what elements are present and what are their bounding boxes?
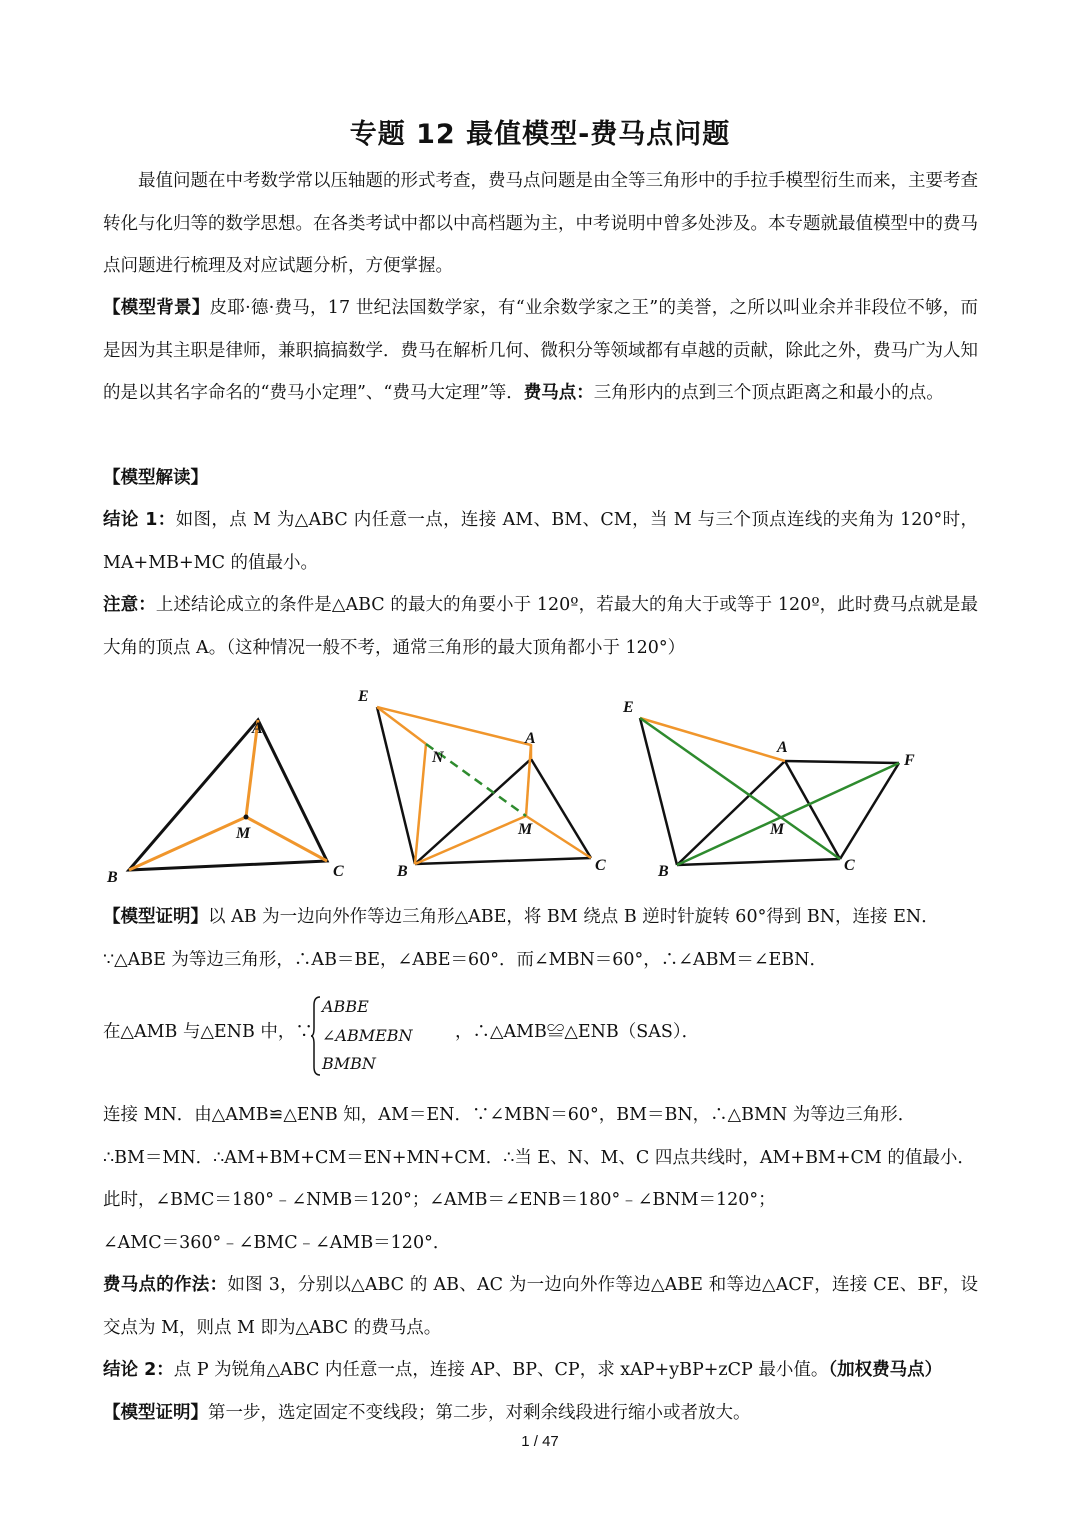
page-title: 专题 12 最值模型-费马点问题 bbox=[349, 119, 731, 150]
segment-bm bbox=[415, 816, 526, 864]
proof1-line2: ∵△ABE 为等边三角形，∴AB＝BE，∠ABE＝60°．而∠MBN＝60°，∴∠ABM＝∠EBN． bbox=[103, 950, 827, 970]
congruence-result: ，∴△AMB≌△ENB（SAS）． bbox=[455, 1022, 700, 1042]
construction-text: 如图 3，分别以△ABC 的 AB、AC 为一边向外作等边△ABE 和等边△ACF，连接 CE、BF，设交点为 M，则点 M 即为△ABC 的费马点。 bbox=[103, 1275, 979, 1338]
note-text: 上述结论成立的条件是△ABC 的最大的角要小于 120º，若最大的角大于或等于 120º，此时费马点就是最大角的顶点 A。（这种情况一般不考，通常三角形的最大顶角都小于 120°） bbox=[103, 595, 979, 658]
segment-bm bbox=[129, 817, 246, 870]
proof2-label: 【模型证明】 bbox=[103, 1403, 208, 1423]
point-m bbox=[244, 815, 249, 820]
proof1-label: 【模型证明】 bbox=[103, 907, 208, 927]
proof1-line6: 此时，∠BMC＝180°﹣∠NMB＝120°；∠AMB＝∠ENB＝180°﹣∠BNM＝120°； bbox=[103, 1190, 776, 1210]
conclusion1-paragraph bbox=[103, 499, 978, 584]
label-a: A bbox=[252, 720, 263, 737]
label-m: M bbox=[770, 821, 785, 838]
conclusion2-tail: （加权费马点） bbox=[828, 1360, 943, 1380]
figure-3 bbox=[620, 680, 920, 890]
label-b: B bbox=[397, 863, 408, 880]
construction-paragraph bbox=[103, 1264, 978, 1349]
label-m: M bbox=[236, 825, 251, 842]
label-a: A bbox=[777, 739, 788, 756]
conclusion1-label: 结论 1： bbox=[103, 510, 176, 530]
congruence-system bbox=[310, 995, 420, 1077]
segment-ea bbox=[640, 718, 785, 761]
conclusion2-paragraph bbox=[103, 1349, 978, 1392]
segment-nb bbox=[415, 744, 426, 864]
note-label: 注意： bbox=[103, 595, 156, 615]
figure-2 bbox=[350, 680, 620, 890]
fermat-label: 费马点： bbox=[523, 383, 594, 403]
label-e: E bbox=[623, 699, 634, 716]
segment-bc bbox=[677, 859, 840, 865]
proof1-line5: ∴BM＝MN．∴AM+BM+CM＝EN+MN+CM．∴当 E、N、M、C 四点共线时，AM+BM+CM 的值最小． bbox=[103, 1148, 975, 1168]
segment-ac bbox=[531, 759, 591, 858]
brace-line-3: BMBN bbox=[322, 1054, 376, 1073]
segment-bc bbox=[415, 858, 591, 864]
conclusion1-text: 如图，点 M 为△ABC 内任意一点，连接 AM、BM、CM，当 M 与三个顶点连线的夹角为 120°时，MA+MB+MC 的值最小。 bbox=[103, 510, 978, 573]
label-c: C bbox=[333, 863, 344, 880]
segment-ba bbox=[677, 761, 785, 865]
segment-ba bbox=[415, 759, 531, 864]
brace-line-1: ABBE bbox=[322, 997, 369, 1016]
segment-bf bbox=[677, 763, 899, 865]
proof1-line3-prefix: 在△AMB 与△ENB 中，∵ bbox=[103, 1022, 313, 1042]
fermat-text: 三角形内的点到三个顶点距离之和最小的点。 bbox=[593, 383, 944, 403]
proof1-line7: ∠AMC＝360°﹣∠BMC﹣∠AMB＝120°． bbox=[103, 1233, 451, 1253]
background-text: 皮耶·德·费马，17 世纪法国数学家，有“业余数学家之王”的美誉，之所以叫业余并非段位不够，而是因为其主职是律师，兼职搞搞数学．费马在解析几何、微积分等领域都有卓越的贡献，除此之外，费马广为人知的是以其名字命名的“费马小定理”、“费马大定理”等． bbox=[103, 298, 978, 403]
figure-1 bbox=[100, 680, 360, 890]
label-b: B bbox=[107, 869, 118, 886]
left-brace bbox=[310, 995, 322, 1077]
conclusion2-label: 结论 2： bbox=[103, 1360, 174, 1380]
label-e: E bbox=[358, 688, 369, 705]
label-c: C bbox=[595, 857, 606, 874]
conclusion2-text: 点 P 为锐角△ABC 内任意一点，连接 AP、BP、CP，求 xAP+yBP+zCP 最小值。 bbox=[173, 1360, 829, 1380]
label-a: A bbox=[525, 730, 536, 747]
label-f: F bbox=[904, 752, 915, 769]
proof1-text: 以 AB 为一边向外作等边三角形△ABE，将 BM 绕点 B 逆时针旋转 60°得到 BN，连接 EN． bbox=[208, 907, 939, 927]
segment-ac bbox=[785, 761, 840, 859]
proof2-paragraph bbox=[103, 1392, 978, 1435]
label-m: M bbox=[518, 821, 533, 838]
proof1-line4: 连接 MN．由△AMB≌△ENB 知，AM＝EN．∵∠MBN＝60°，BM＝BN，∴△BMN 为等边三角形． bbox=[103, 1105, 916, 1125]
proof2-text: 第一步，选定固定不变线段；第二步，对剩余线段进行缩小或者放大。 bbox=[208, 1403, 751, 1423]
label-b: B bbox=[658, 863, 669, 880]
label-c: C bbox=[844, 857, 855, 874]
label-n: N bbox=[432, 749, 444, 766]
interpretation-heading: 【模型解读】 bbox=[103, 468, 208, 488]
page-number: 1 / 47 bbox=[521, 1433, 559, 1450]
note-paragraph bbox=[103, 584, 978, 669]
segment-af bbox=[785, 761, 899, 763]
construction-label: 费马点的作法： bbox=[103, 1275, 228, 1295]
triangle-abc bbox=[129, 720, 327, 870]
proof1-paragraph bbox=[103, 896, 978, 939]
background-paragraph bbox=[103, 287, 978, 415]
background-label: 【模型背景】 bbox=[103, 298, 210, 318]
intro-paragraph: 最值问题在中考数学常以压轴题的形式考查，费马点问题是由全等三角形中的手拉手模型衍生而来，主要考查转化与化归等的数学思想。在各类考试中都以中高档题为主，中考说明中曾多处涉及。本专题就最值模型中的费马点问题进行梳理及对应试题分析，方便掌握。 bbox=[103, 171, 978, 276]
segment-am bbox=[526, 744, 531, 816]
segment-mc bbox=[526, 816, 591, 858]
brace-line-2: ∠ABMEBN bbox=[322, 1026, 413, 1045]
